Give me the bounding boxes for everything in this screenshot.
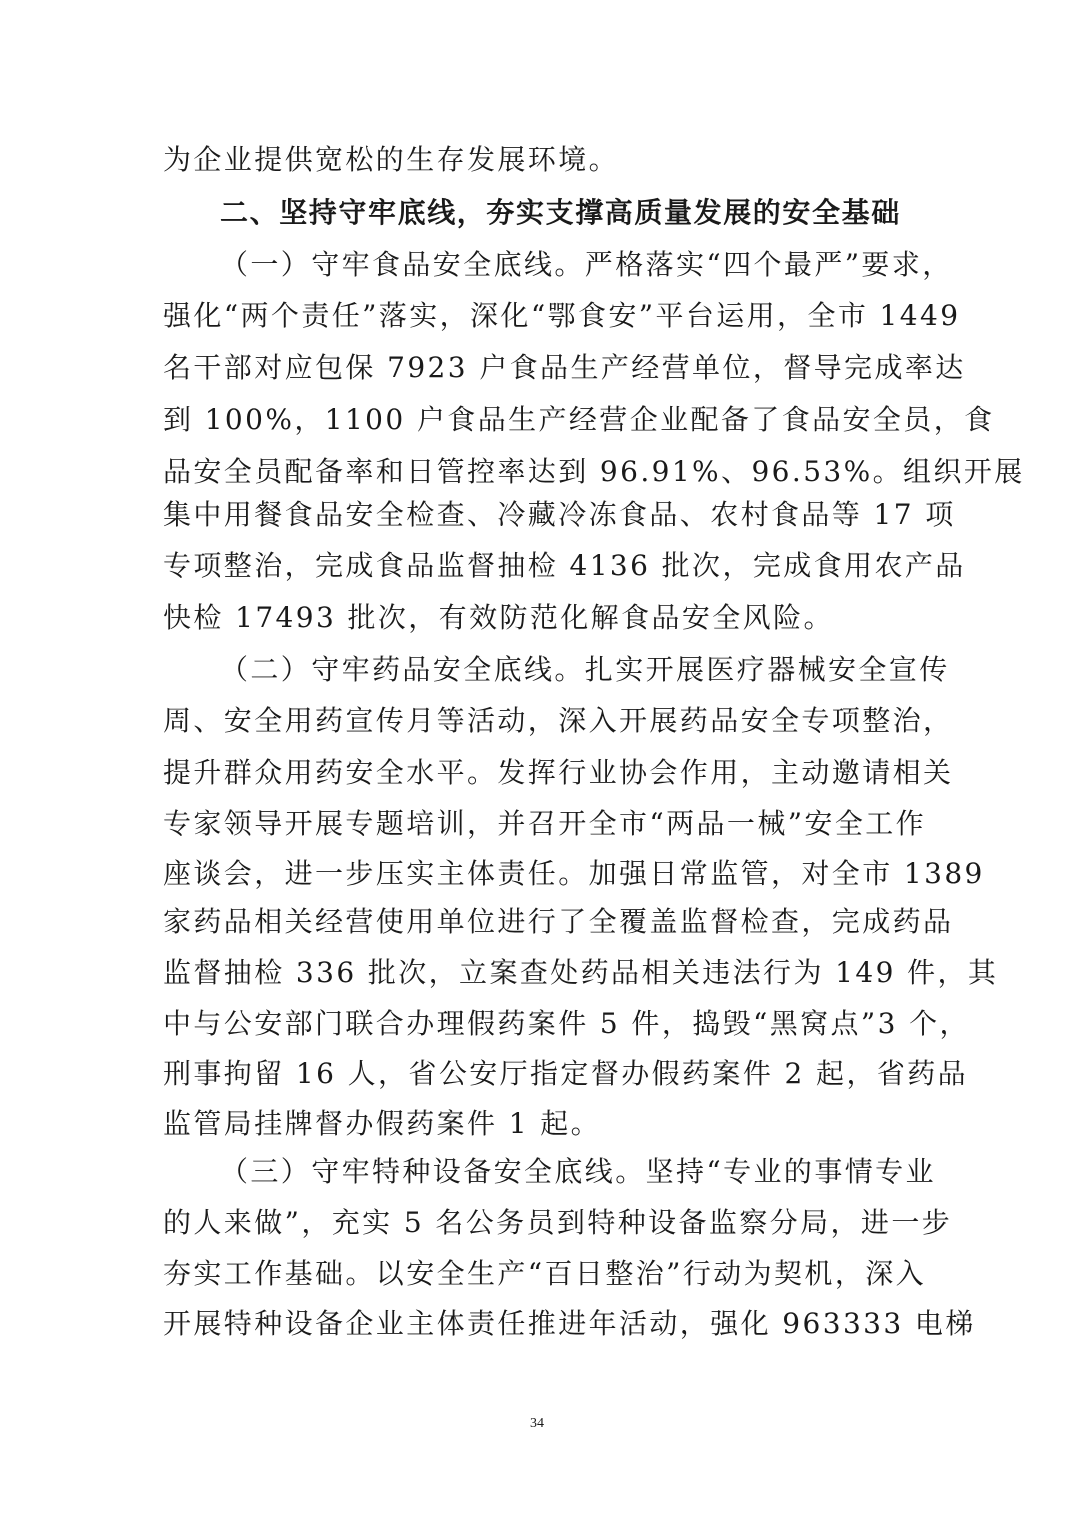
section-heading: 二、坚持守牢底线，夯实支撑高质量发展的安全基础 [220,196,901,229]
text-line: 座谈会，进一步压实主体责任。加强日常监管，对全市 1389 [163,857,985,890]
text-line: 周、安全用药宣传月等活动，深入开展药品安全专项整治， [163,704,954,737]
text-line: 监督抽检 336 批次，立案查处药品相关违法行为 149 件，其 [163,956,999,989]
paragraph-start-line: （一）守牢食品安全底线。严格落实“四个最严”要求， [220,248,953,281]
text-line: 提升群众用药安全水平。发挥行业协会作用，主动邀请相关 [163,756,954,789]
text-line: 品安全员配备率和日管控率达到 96.91%、96.53%。组织开展 [163,455,1025,488]
text-line: 专家领导开展专题培训，并召开全市“两品一械”安全工作 [163,807,927,840]
text-line: 到 100%，1100 户食品生产经营企业配备了食品安全员，食 [163,403,995,436]
text-line: 家药品相关经营使用单位进行了全覆盖监督检查，完成药品 [163,905,954,938]
text-line: 刑事拘留 16 人，省公安厅指定督办假药案件 2 起，省药品 [163,1057,969,1090]
text-line: 强化“两个责任”落实，深化“鄂食安”平台运用，全市 1449 [163,299,961,332]
text-line: 开展特种设备企业主体责任推进年活动，强化 963333 电梯 [163,1307,976,1340]
text-line: 监管局挂牌督办假药案件 1 起。 [163,1107,602,1140]
text-line: 快检 17493 批次，有效防范化解食品安全风险。 [163,601,834,634]
text-line: 为企业提供宽松的生存发展环境。 [163,143,620,176]
text-line: 名干部对应包保 7923 户食品生产经营单位，督导完成率达 [163,351,966,384]
paragraph-start-line: （三）守牢特种设备安全底线。坚持“专业的事情专业 [220,1155,936,1188]
text-line: 夯实工作基础。以安全生产“百日整治”行动为契机，深入 [163,1257,927,1290]
text-line: 专项整治，完成食品监督抽检 4136 批次，完成食用农产品 [163,549,966,582]
text-line: 的人来做”，充实 5 名公务员到特种设备监察分局，进一步 [163,1206,953,1239]
text-line: 集中用餐食品安全检查、冷藏冷冻食品、农村食品等 17 项 [163,498,956,531]
text-line: 中与公安部门联合办理假药案件 5 件，捣毁“黑窝点”3 个， [163,1007,970,1040]
page-number: 34 [530,1416,544,1431]
paragraph-start-line: （二）守牢药品安全底线。扎实开展医疗器械安全宣传 [220,653,950,686]
